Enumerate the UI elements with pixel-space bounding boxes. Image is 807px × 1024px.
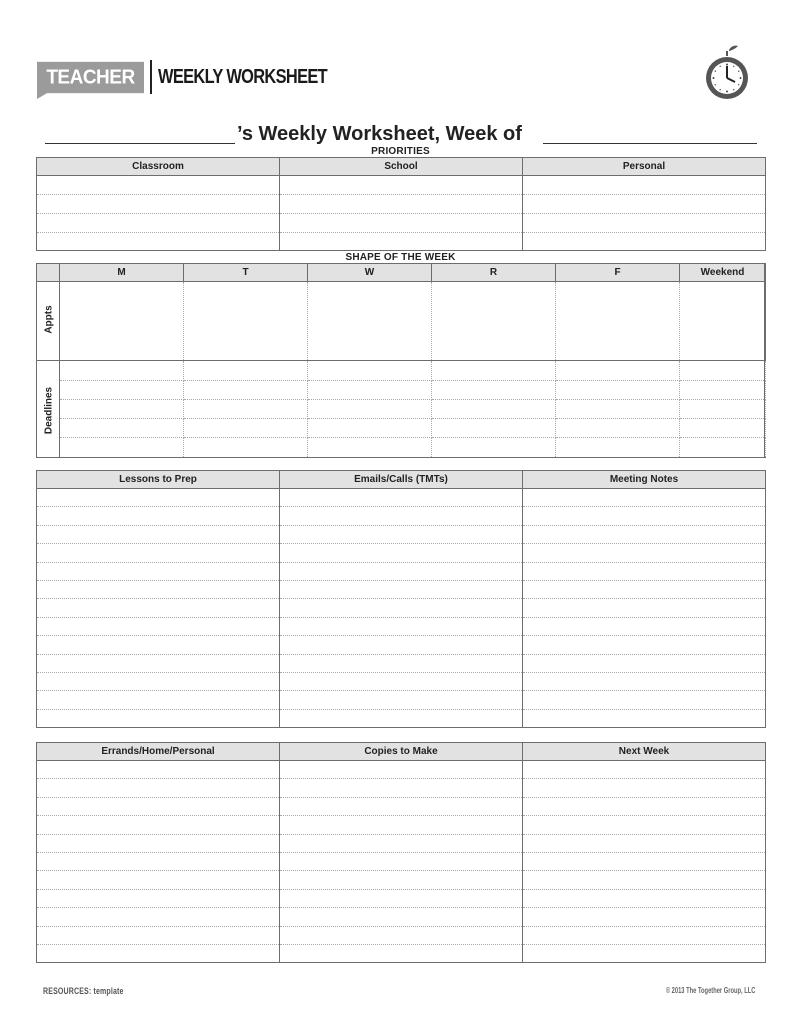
deadline-cell[interactable]: [60, 438, 184, 458]
task-line-cell[interactable]: [37, 507, 280, 525]
teacher-tag-tail: [37, 92, 49, 99]
tasks-header-emails: Emails/Calls (TMTs): [280, 471, 523, 489]
appt-cell[interactable]: [680, 282, 766, 361]
deadline-cell[interactable]: [184, 381, 308, 400]
deadline-cell[interactable]: [432, 419, 556, 438]
day-header-w: W: [308, 264, 432, 282]
misc-line-cell[interactable]: [280, 834, 523, 852]
task-line-cell[interactable]: [523, 489, 766, 507]
deadline-cell[interactable]: [680, 361, 766, 381]
header-title: WEEKLY WORKSHEET: [158, 66, 328, 88]
misc-line-cell[interactable]: [523, 779, 766, 797]
deadline-cell[interactable]: [432, 438, 556, 458]
misc-line-cell[interactable]: [37, 797, 280, 815]
deadline-cell[interactable]: [184, 400, 308, 419]
misc-line-cell[interactable]: [523, 908, 766, 926]
priorities-header-classroom: Classroom: [37, 158, 280, 176]
worksheet-title-row: [45, 122, 760, 146]
tasks-header-lessons: Lessons to Prep: [37, 471, 280, 489]
shape-of-week-table: [36, 263, 766, 458]
appt-cell[interactable]: [308, 282, 432, 361]
misc-header-next-week: Next Week: [523, 743, 766, 761]
task-line-cell[interactable]: [37, 672, 280, 690]
misc-line-cell[interactable]: [523, 926, 766, 944]
task-line-cell[interactable]: [523, 507, 766, 525]
week-blank-line[interactable]: [543, 143, 757, 144]
misc-line-cell[interactable]: [280, 779, 523, 797]
misc-line-cell[interactable]: [37, 779, 280, 797]
priority-cell[interactable]: [280, 195, 523, 214]
shape-of-week-label: SHAPE OF THE WEEK: [345, 252, 456, 263]
task-line-cell[interactable]: [37, 580, 280, 598]
deadline-cell[interactable]: [432, 400, 556, 419]
priority-cell[interactable]: [280, 176, 523, 195]
deadline-cell[interactable]: [60, 400, 184, 419]
footer-copyright: © 2013 The Together Group, LLC: [665, 986, 755, 995]
task-line-cell[interactable]: [523, 599, 766, 617]
misc-line-cell[interactable]: [280, 816, 523, 834]
misc-line-cell[interactable]: [523, 889, 766, 907]
task-line-cell[interactable]: [280, 691, 523, 709]
appt-cell[interactable]: [60, 282, 184, 361]
deadline-cell[interactable]: [680, 419, 766, 438]
task-line-cell[interactable]: [280, 507, 523, 525]
task-line-cell[interactable]: [280, 525, 523, 543]
deadline-cell[interactable]: [184, 438, 308, 458]
header-divider: [150, 60, 152, 94]
priority-cell[interactable]: [280, 214, 523, 233]
misc-line-cell[interactable]: [37, 908, 280, 926]
priority-cell[interactable]: [37, 176, 280, 195]
task-line-cell[interactable]: [37, 525, 280, 543]
task-line-cell[interactable]: [37, 709, 280, 727]
deadline-cell[interactable]: [308, 419, 432, 438]
misc-line-cell[interactable]: [523, 834, 766, 852]
deadlines-label: Deadlines: [43, 386, 55, 435]
task-line-cell[interactable]: [37, 691, 280, 709]
misc-line-cell[interactable]: [280, 852, 523, 870]
deadline-cell[interactable]: [184, 361, 308, 381]
day-header-f: F: [556, 264, 680, 282]
priority-cell[interactable]: [523, 214, 766, 233]
misc-line-cell[interactable]: [37, 852, 280, 870]
misc-header-errands: Errands/Home/Personal: [37, 743, 280, 761]
deadline-cell[interactable]: [556, 361, 680, 381]
task-line-cell[interactable]: [523, 562, 766, 580]
deadline-cell[interactable]: [308, 381, 432, 400]
misc-line-cell[interactable]: [280, 889, 523, 907]
task-line-cell[interactable]: [280, 544, 523, 562]
task-line-cell[interactable]: [523, 617, 766, 635]
priority-cell[interactable]: [37, 195, 280, 214]
name-blank-line[interactable]: [45, 143, 235, 144]
task-line-cell[interactable]: [523, 709, 766, 727]
priority-cell[interactable]: [523, 233, 766, 251]
task-line-cell[interactable]: [523, 580, 766, 598]
apple-clock-icon: [703, 44, 751, 102]
deadline-cell[interactable]: [432, 361, 556, 381]
task-line-cell[interactable]: [37, 562, 280, 580]
appt-cell[interactable]: [432, 282, 556, 361]
priority-cell[interactable]: [37, 233, 280, 251]
deadline-cell[interactable]: [556, 419, 680, 438]
day-header-m: M: [60, 264, 184, 282]
appt-cell[interactable]: [184, 282, 308, 361]
task-line-cell[interactable]: [37, 544, 280, 562]
day-header-weekend: Weekend: [680, 264, 766, 282]
teacher-tag: TEACHER: [37, 62, 144, 93]
task-line-cell[interactable]: [280, 489, 523, 507]
task-line-cell[interactable]: [523, 525, 766, 543]
appts-row-label-cell: [37, 282, 60, 361]
priorities-label: PRIORITIES: [371, 146, 430, 157]
tasks-header-meeting-notes: Meeting Notes: [523, 471, 766, 489]
deadline-cell[interactable]: [556, 381, 680, 400]
misc-line-cell[interactable]: [523, 871, 766, 889]
misc-line-cell[interactable]: [280, 871, 523, 889]
task-line-cell[interactable]: [37, 599, 280, 617]
deadline-cell[interactable]: [680, 381, 766, 400]
deadline-cell[interactable]: [60, 361, 184, 381]
deadline-cell[interactable]: [184, 419, 308, 438]
task-line-cell[interactable]: [37, 636, 280, 654]
task-line-cell[interactable]: [523, 636, 766, 654]
misc-line-cell[interactable]: [523, 761, 766, 779]
misc-table: [36, 742, 766, 963]
task-line-cell[interactable]: [280, 599, 523, 617]
deadline-cell[interactable]: [308, 361, 432, 381]
appts-label: Appts: [43, 305, 55, 334]
deadline-cell[interactable]: [680, 400, 766, 419]
misc-line-cell[interactable]: [280, 926, 523, 944]
tasks-table: [36, 470, 766, 728]
task-line-cell[interactable]: [37, 489, 280, 507]
task-line-cell[interactable]: [280, 672, 523, 690]
deadline-cell[interactable]: [60, 381, 184, 400]
task-line-cell[interactable]: [523, 544, 766, 562]
misc-line-cell[interactable]: [523, 852, 766, 870]
misc-line-cell[interactable]: [280, 944, 523, 962]
misc-line-cell[interactable]: [37, 834, 280, 852]
priority-cell[interactable]: [280, 233, 523, 251]
misc-line-cell[interactable]: [280, 761, 523, 779]
priority-cell[interactable]: [37, 214, 280, 233]
deadline-cell[interactable]: [60, 419, 184, 438]
deadline-cell[interactable]: [308, 438, 432, 458]
misc-line-cell[interactable]: [37, 944, 280, 962]
task-line-cell[interactable]: [280, 580, 523, 598]
deadline-cell[interactable]: [556, 400, 680, 419]
misc-line-cell[interactable]: [37, 889, 280, 907]
deadline-cell[interactable]: [556, 438, 680, 458]
misc-line-cell[interactable]: [37, 816, 280, 834]
priority-cell[interactable]: [523, 176, 766, 195]
task-line-cell[interactable]: [280, 654, 523, 672]
misc-line-cell[interactable]: [523, 816, 766, 834]
misc-line-cell[interactable]: [280, 908, 523, 926]
week-corner: [37, 264, 60, 282]
worksheet-title: ’s Weekly Worksheet, Week of: [237, 123, 522, 145]
task-line-cell[interactable]: [280, 562, 523, 580]
deadline-cell[interactable]: [680, 438, 766, 458]
misc-line-cell[interactable]: [37, 761, 280, 779]
day-header-t: T: [184, 264, 308, 282]
misc-line-cell[interactable]: [280, 797, 523, 815]
appt-cell[interactable]: [556, 282, 680, 361]
task-line-cell[interactable]: [280, 709, 523, 727]
misc-line-cell[interactable]: [37, 871, 280, 889]
priorities-header-school: School: [280, 158, 523, 176]
task-line-cell[interactable]: [280, 617, 523, 635]
deadline-cell[interactable]: [308, 400, 432, 419]
task-line-cell[interactable]: [523, 654, 766, 672]
day-header-r: R: [432, 264, 556, 282]
footer-resources: RESOURCES: template: [43, 986, 124, 996]
priority-cell[interactable]: [523, 195, 766, 214]
task-line-cell[interactable]: [37, 617, 280, 635]
task-line-cell[interactable]: [280, 636, 523, 654]
misc-header-copies: Copies to Make: [280, 743, 523, 761]
deadline-cell[interactable]: [432, 381, 556, 400]
task-line-cell[interactable]: [523, 691, 766, 709]
priorities-header-personal: Personal: [523, 158, 766, 176]
task-line-cell[interactable]: [37, 654, 280, 672]
misc-line-cell[interactable]: [523, 797, 766, 815]
priorities-table: [36, 157, 766, 251]
task-line-cell[interactable]: [523, 672, 766, 690]
deadlines-row-label-cell: [37, 361, 60, 458]
misc-line-cell[interactable]: [523, 944, 766, 962]
misc-line-cell[interactable]: [37, 926, 280, 944]
